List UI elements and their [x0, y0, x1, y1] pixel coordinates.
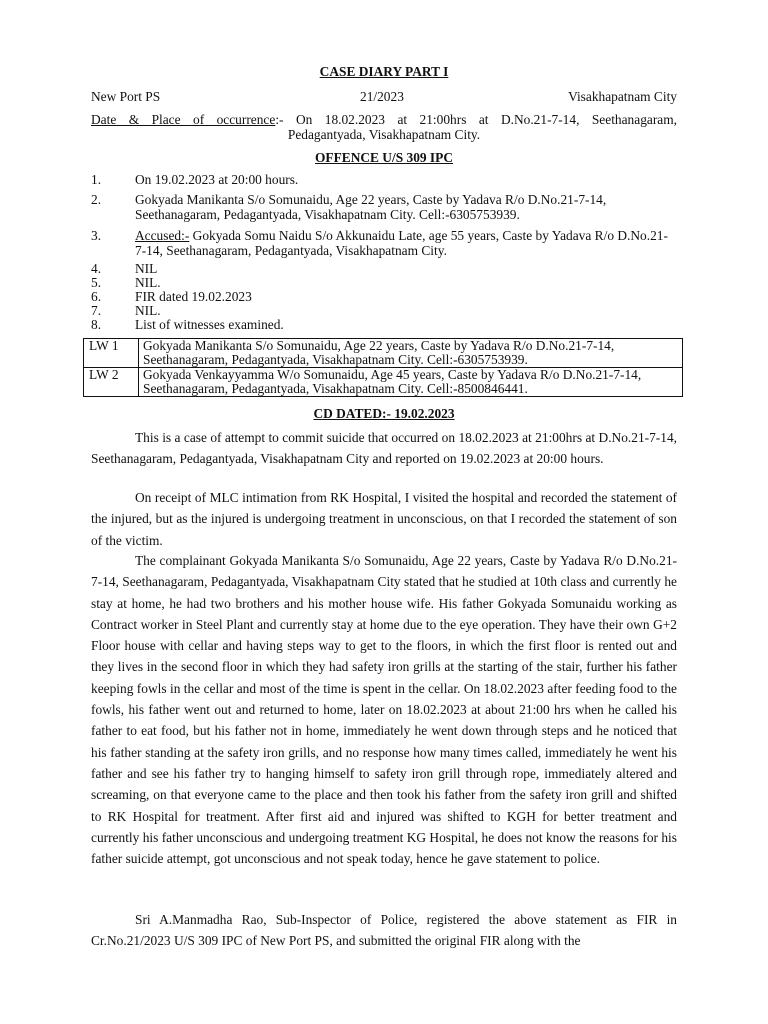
- item-number: 6.: [91, 289, 102, 304]
- occurrence-block: [91, 112, 677, 142]
- case-header-row: [91, 89, 677, 105]
- list-item: [91, 173, 677, 188]
- item-text: List of witnesses examined.: [135, 317, 284, 332]
- table-row: [84, 339, 683, 368]
- item-text: NIL: [135, 261, 158, 276]
- item-number: 4.: [91, 261, 102, 276]
- paragraph: The complainant Gokyada Manikanta S/o Somunaidu, Age 22 years, Caste by Yadava R/o D.No.21-7-14, Seethanagaram, Pedagantyada, Visakhapatnam City stated that he studied at 10th class and currently he stay at home, he had two brothers and his mother house wife. His father Gokyada Somunaidu working as Contract worker in Steel Plant and currently stay at home due to the eye operation. They have their own G+2 Floor house with cellar and having steps way to get to the floors, in which the first floor is rented out and they lives in the second floor in which they had safety iron grills at the starting of the stair, further his father keeping fowls in the cellar and most of the time is spent in the cellar. On 18.02.2023 after feeding food to the fowls, his father went out and returned to home, later on 18.02.2023 at about 21:00 hrs when he called his father to eat food, but his father not in home, immediately he went down through steps and he noticed that his father standing at the safety iron grills, and no response how many times called, immediately he went his father and see his father try to hanging himself to safety iron grill through rope, immediately altered and screaming, on that everyone came to the place and then took his father from the safety iron grill and shifted to RK Hospital for treatment. After first aid and injured was shifted to KGH for better treatment and currently his father unconscious and undergoing treatment KG Hospital, he does not know the reasons for his father suicide attempt, got unconscious and not speak today, hence he gave statement to police.: [91, 553, 677, 867]
- occurrence-place: Pedagantyada, Visakhapatnam City.: [287, 127, 481, 142]
- witness-details: Gokyada Manikanta S/o Somunaidu, Age 22 years, Caste by Yadava R/o D.No.21-7-14, Seethanagaram, Pedagantyada, Visakhapatnam City. Cell:-6305753939.: [139, 339, 683, 368]
- list-item: [91, 229, 677, 258]
- list-item: [91, 290, 677, 305]
- witness-table: [83, 338, 683, 397]
- item-number: 5.: [91, 275, 102, 290]
- accused-label: Accused:-: [135, 228, 190, 243]
- occurrence-label: Date & Place of occurrence: [91, 112, 276, 127]
- item-text: Gokyada Manikanta S/o Somunaidu, Age 22 years, Caste by Yadava R/o D.No.21-7-14, Seethanagaram, Pedagantyada, Visakhapatnam City. Cell:-6305753939.: [135, 192, 607, 222]
- item-number: 1.: [91, 172, 102, 187]
- item-text: Gokyada Somu Naidu S/o Akkunaidu Late, age 55 years, Caste by Yadava R/o D.No.21-7-14, Seethanagaram, Pedagantyada, Visakhapatnam City.: [135, 228, 668, 258]
- occurrence-details: :- On 18.02.2023 at 21:00hrs at D.No.21-7-14, Seethanagaram,: [275, 112, 677, 127]
- paragraph: Sri A.Manmadha Rao, Sub-Inspector of Police, registered the above statement as FIR in Cr.No.21/2023 U/S 309 IPC of New Port PS, and submitted the original FIR along with the: [91, 912, 677, 949]
- item-text: On 19.02.2023 at 20:00 hours.: [135, 172, 299, 187]
- item-number: 8.: [91, 317, 102, 332]
- witness-id: LW 1: [84, 339, 139, 368]
- witness-details: Gokyada Venkayyamma W/o Somunaidu, Age 45 years, Caste by Yadava R/o D.No.21-7-14, Seethanagaram, Pedagantyada, Visakhapatnam City. Cell:-8500846441.: [139, 368, 683, 397]
- item-text: NIL.: [135, 275, 161, 290]
- list-item: [91, 318, 677, 333]
- case-number: 21/2023: [360, 89, 404, 104]
- item-text: FIR dated 19.02.2023: [135, 289, 252, 304]
- item-number: 2.: [91, 192, 102, 207]
- list-item: [91, 193, 677, 222]
- document-title: CASE DIARY PART I: [319, 64, 449, 79]
- paragraph: On receipt of MLC intimation from RK Hospital, I visited the hospital and recorded the statement of the injured, but as the injured is undergoing treatment in unconscious, on that I recorded the statement of son of the victim.: [91, 490, 677, 548]
- police-station: New Port PS: [91, 89, 161, 104]
- item-number: 3.: [91, 228, 102, 243]
- offence-heading: OFFENCE U/S 309 IPC: [314, 150, 453, 165]
- city-name: Visakhapatnam City: [568, 89, 677, 104]
- witness-id: LW 2: [84, 368, 139, 397]
- table-row: [84, 368, 683, 397]
- item-text: NIL.: [135, 303, 161, 318]
- list-item: [91, 262, 677, 277]
- paragraph: This is a case of attempt to commit suicide that occurred on 18.02.2023 at 21:00hrs at D.No.21-7-14, Seethanagaram, Pedagantyada, Visakhapatnam City and reported on 19.02.2023 at 20:00 hours.: [91, 430, 677, 467]
- cd-dated-heading: CD DATED:- 19.02.2023: [313, 406, 455, 421]
- item-number: 7.: [91, 303, 102, 318]
